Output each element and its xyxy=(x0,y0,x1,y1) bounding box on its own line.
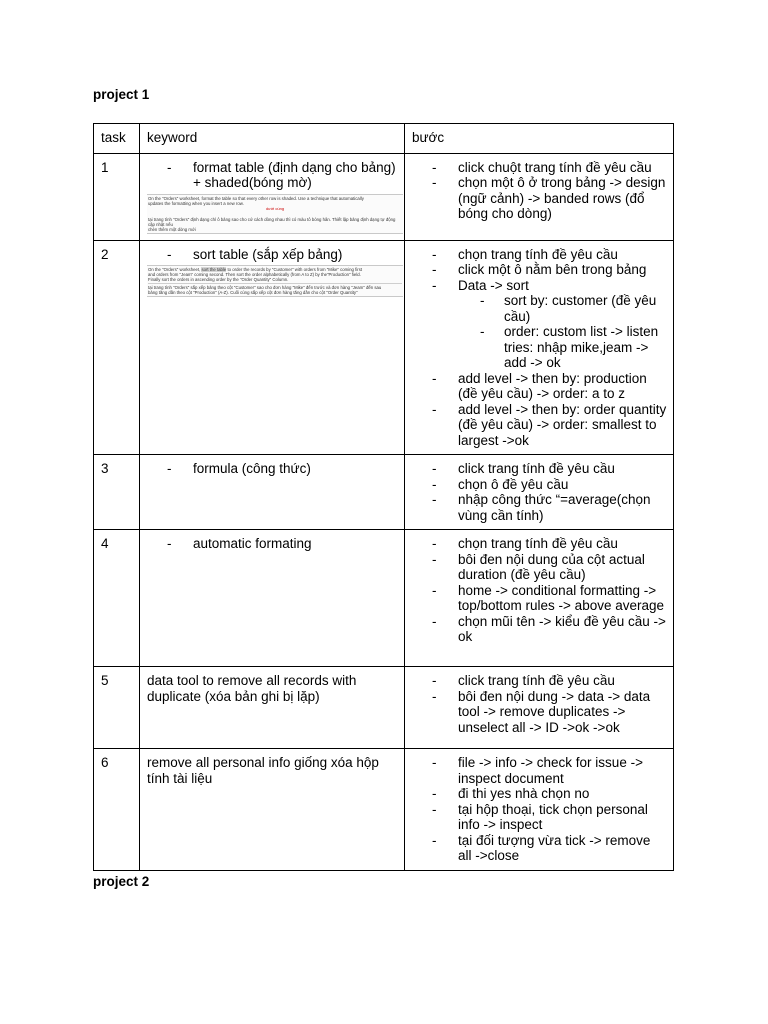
screenshot-text-part: to order the records by "Customer" with orders from "Mike" coming first xyxy=(226,267,363,272)
step-item: - click chuột trang tính đề yêu cầu xyxy=(432,160,667,176)
task-number: 6 xyxy=(94,749,140,871)
substep-item: - order: custom list -> listen tries: nhập mike,jeam -> add -> ok xyxy=(480,324,667,371)
step-item: - chọn trang tính đề yêu cầu xyxy=(432,536,667,552)
keyword-list xyxy=(147,536,398,552)
section-heading-project-2: project 2 xyxy=(93,874,150,889)
keyword-list xyxy=(147,160,398,191)
step-item: - chọn ô đề yêu cầu xyxy=(432,477,667,493)
table-header-row xyxy=(94,124,674,154)
steps-list xyxy=(412,461,667,523)
embedded-screenshot xyxy=(147,265,403,297)
step-item xyxy=(432,278,667,371)
screenshot-text: chèn thêm một dòng mới xyxy=(148,226,196,232)
keyword-item: - sort table (sắp xếp bảng) xyxy=(167,247,398,263)
step-item: - add level -> then by: order quantity (đề yêu cầu) -> order: smallest to largest ->ok xyxy=(432,402,667,449)
step-item: - click trang tính đề yêu cầu xyxy=(432,461,667,477)
task-number: 4 xyxy=(94,530,140,667)
embedded-screenshot xyxy=(147,194,403,234)
table-row xyxy=(94,530,674,667)
task-number: 2 xyxy=(94,240,140,455)
keyword-item: - format table (định dạng cho bảng) + shaded(bóng mờ) xyxy=(167,160,398,191)
steps-cell xyxy=(405,667,674,749)
screenshot-highlight: sort the table xyxy=(201,267,227,272)
header-keyword: keyword xyxy=(140,124,405,154)
steps-cell xyxy=(405,455,674,530)
step-text: Data -> sort xyxy=(458,277,529,293)
table-row xyxy=(94,240,674,455)
keyword-cell xyxy=(140,530,405,667)
keyword-list xyxy=(147,461,398,477)
step-item: - chọn trang tính đề yêu cầu xyxy=(432,247,667,263)
screenshot-text: Finally sort the orders in ascending order by the "Order Quantity" Column. xyxy=(148,277,289,282)
steps-list xyxy=(412,536,667,645)
task-number: 1 xyxy=(94,153,140,240)
step-item: - tại đối tượng vừa tick -> remove all ->close xyxy=(432,833,667,864)
step-item: - bôi đen nội dung của cột actual duration (đề yêu cầu) xyxy=(432,552,667,583)
steps-list xyxy=(412,160,667,222)
keyword-list xyxy=(147,247,398,263)
keyword-cell xyxy=(140,240,405,455)
step-item: - chọn mũi tên -> kiểu đề yêu cầu -> ok xyxy=(432,614,667,645)
table-row xyxy=(94,667,674,749)
screenshot-text-part: On the "Orders" worksheet, xyxy=(148,267,202,272)
header-task: task xyxy=(94,124,140,154)
step-item: - add level -> then by: production (đề yêu cầu) -> order: a to z xyxy=(432,371,667,402)
steps-list xyxy=(412,673,667,735)
keyword-cell xyxy=(140,153,405,240)
keyword-item: - automatic formating xyxy=(167,536,398,552)
keyword-cell: data tool to remove all records with duplicate (xóa bản ghi bị lặp) xyxy=(140,667,405,749)
screenshot-text: and orders from "Jeam" coming second. Then sort the order alphabetically (from A to Z) by the"Production" field. xyxy=(148,272,361,277)
header-steps: bước xyxy=(405,124,674,154)
step-item: - file -> info -> check for issue -> inspect document xyxy=(432,755,667,786)
task-number: 3 xyxy=(94,455,140,530)
keyword-item: - formula (công thức) xyxy=(167,461,398,477)
steps-cell xyxy=(405,530,674,667)
step-item: - home -> conditional formatting -> top/bottom rules -> above average xyxy=(432,583,667,614)
steps-list xyxy=(412,755,667,864)
substep-item: - sort by: customer (đề yêu cầu) xyxy=(480,293,667,324)
section-heading-project-1: project 1 xyxy=(93,87,150,102)
substeps-list xyxy=(458,293,667,371)
steps-cell xyxy=(405,749,674,871)
step-item: - click một ô nằm bên trong bảng xyxy=(432,262,667,278)
screenshot-text: tại trang tính "Orders" định dạng chỉ ô bảng sao cho cứ cách dòng nhau thì có màu tô bóng hân. Thiết lập bảng định dạng tự động cập nhật nếu xyxy=(148,216,396,227)
task-table xyxy=(93,123,674,871)
step-item: - tại hộp thoại, tick chọn personal info -> inspect xyxy=(432,802,667,833)
steps-cell xyxy=(405,153,674,240)
step-item: - chọn một ô ở trong bảng -> design (ngữ cảnh) -> banded rows (đổ bóng cho dòng) xyxy=(432,175,667,222)
screenshot-text: updates the formatting when you insert a new row. xyxy=(148,200,244,206)
task-number: 5 xyxy=(94,667,140,749)
screenshot-text: On the "Orders" worksheet, format the table so that every other row is shaded. Use a technique that automatically xyxy=(148,195,364,201)
step-item: - nhập công thức “=average(chọn vùng cần tính) xyxy=(432,492,667,523)
keyword-cell xyxy=(140,455,405,530)
table-row xyxy=(94,153,674,240)
table-row xyxy=(94,749,674,871)
step-item: - click trang tính đề yêu cầu xyxy=(432,673,667,689)
table-row xyxy=(94,455,674,530)
keyword-cell: remove all personal info giống xóa hộp tính tài liệu xyxy=(140,749,405,871)
step-item: - bôi đen nội dung -> data -> data tool -> remove duplicates -> unselect all -> ID ->ok ->ok xyxy=(432,689,667,736)
steps-list xyxy=(412,247,667,449)
step-item: - đi thi yes nhà chọn no xyxy=(432,786,667,802)
screenshot-text: tại trang tính "Orders" sắp xếp bảng theo cột "Customer" sao cho đơn hàng "Mike" đến trước và đơn hàng "Jeam" đến sau xyxy=(148,285,382,290)
screenshot-annotation: dưới cùng xyxy=(265,205,285,211)
steps-cell xyxy=(405,240,674,455)
screenshot-text: bảng tăng dần theo cột "Production" (A-Z). Cuối cùng sắp xếp cột đơn hàng tăng dần cho cột "Order Quantity" xyxy=(148,290,358,295)
